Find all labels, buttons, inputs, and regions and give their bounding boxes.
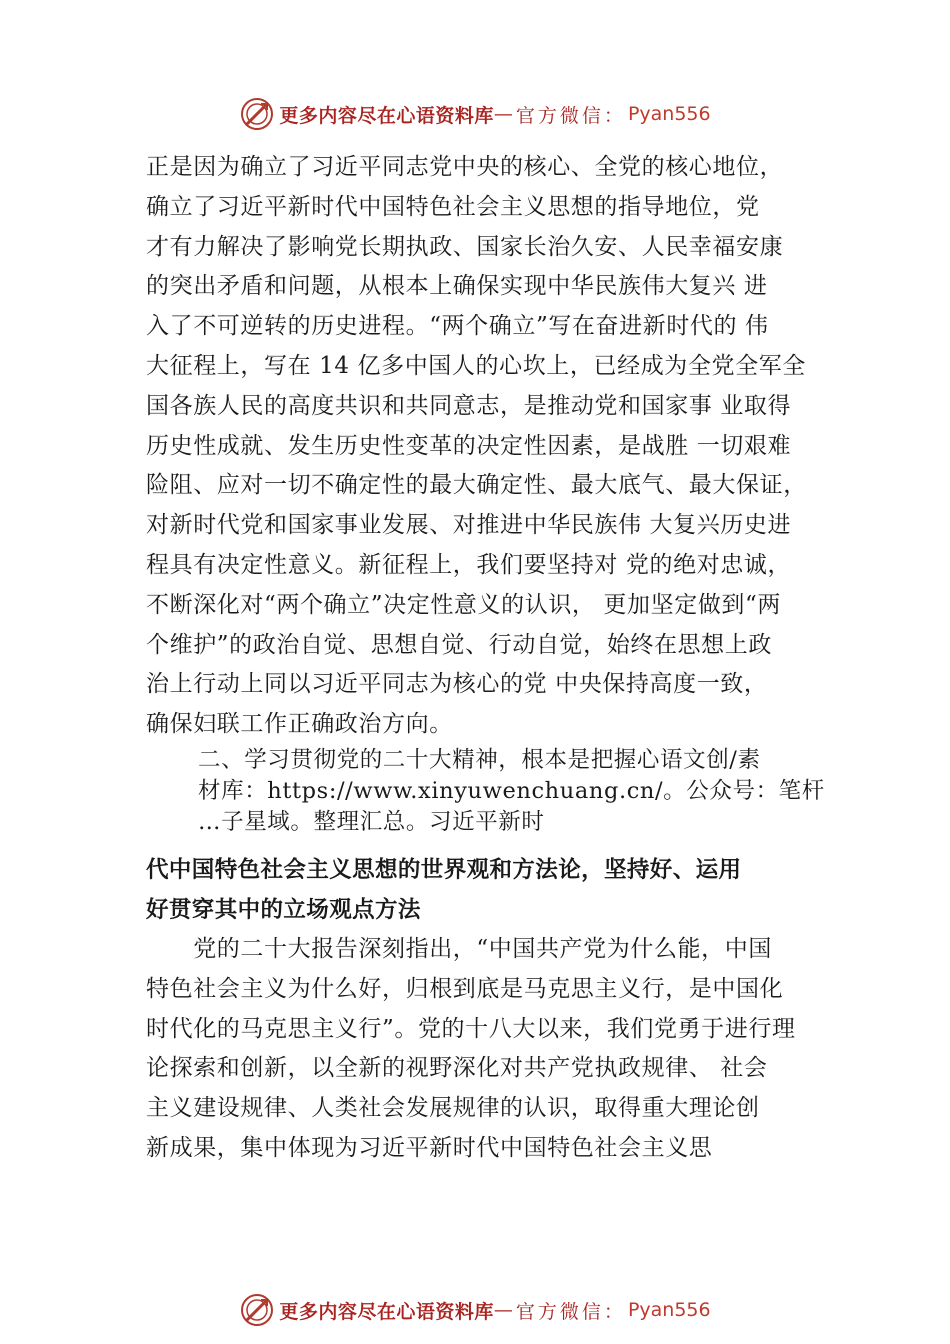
header-brand-text: 更多内容尽在心语资料库 (279, 104, 494, 127)
paragraph-line: 确立了习近平新时代中国特色社会主义思想的指导地位，党 (146, 193, 760, 220)
header-banner (0, 92, 950, 136)
paragraph-line: 的突出矛盾和问题，从根本上确保实现中华民族伟大复兴 进 (146, 273, 768, 300)
paragraph-line: 历史性成就、发生历史性变革的决定性因素，是战胜 一切艰难 (146, 432, 792, 459)
paragraph-line: 党的二十大报告深刻指出，“中国共产党为什么能，中国 (146, 935, 772, 962)
paragraph-line: 才有力解决了影响党长期执政、国家长治久安、人民幸福安康 (146, 233, 784, 260)
paragraph-line: 对新时代党和国家事业发展、对推进中华民族伟 大复兴历史进 (146, 512, 792, 539)
footer-dash: — (493, 1299, 516, 1321)
paragraph-line: 个维护”的政治自觉、思想自觉、行动自觉，始终在思想上政 (146, 631, 772, 658)
paragraph-1 (146, 148, 836, 745)
header-wechat-label: 官方微信： (515, 104, 626, 127)
paragraph-line: 正是因为确立了习近平同志党中央的核心、全党的核心地位， (146, 154, 784, 180)
paragraph-line: 不断深化对“两个确立”决定性意义的认识， 更加坚定做到“两 (146, 591, 781, 618)
section-intro-url-line: 材库：https://www.xinyuwenchuang.cn/。公众号：笔杆 (198, 777, 825, 804)
paragraph-line: 确保妇联工作正确政治方向。 (146, 711, 453, 738)
header-banner-content (239, 96, 710, 132)
paragraph-line: 特色社会主义为什么好，归根到底是马克思主义行，是中国化 (146, 975, 784, 1002)
paragraph-line: 入了不可逆转的历史进程。“两个确立”写在奋进新时代的 伟 (146, 313, 769, 340)
section-2-intro (146, 745, 836, 838)
section-intro-line: …子星域。整理汇总。习近平新时 (198, 808, 545, 835)
section-heading-line: 代中国特色社会主义思想的世界观和方法论，坚持好、运用 (146, 856, 742, 883)
header-wechat-id: Pyan556 (627, 103, 711, 125)
document-body (146, 148, 836, 1169)
brand-logo-icon (239, 96, 275, 132)
paragraph-line: 程具有决定性意义。新征程上，我们要坚持对 党的绝对忠诚， (146, 551, 792, 578)
paragraph-line: 国各族人民的高度共识和共同意志，是推动党和国家事 业取得 (146, 392, 792, 419)
paragraph-line: 险阻、应对一切不确定性的最大确定性、最大底气、最大保证， (146, 472, 807, 499)
section-intro-line: 二、学习贯彻党的二十大精神，根本是把握心语文创/素 (198, 746, 761, 773)
paragraph-line: 新成果，集中体现为习近平新时代中国特色社会主义思 (146, 1134, 713, 1161)
footer-banner (0, 1288, 950, 1332)
paragraph-line: 主义建设规律、人类社会发展规律的认识，取得重大理论创 (146, 1095, 760, 1122)
header-dash: — (493, 103, 516, 125)
brand-logo-icon (239, 1292, 275, 1328)
paragraph-line: 论探索和创新，以全新的视野深化对共产党执政规律、 社会 (146, 1055, 768, 1082)
footer-brand-text: 更多内容尽在心语资料库 (279, 1300, 494, 1323)
section-2-heading (146, 850, 836, 930)
paragraph-line: 时代化的马克思主义行”。党的十八大以来，我们党勇于进行理 (146, 1015, 796, 1042)
section-heading-line: 好贯穿其中的立场观点方法 (146, 896, 421, 923)
footer-wechat-id: Pyan556 (627, 1299, 711, 1321)
paragraph-line: 大征程上，写在 14 亿多中国人的心坎上，已经成为全党全军全 (146, 352, 806, 379)
paragraph-line: 治上行动上同以习近平同志为核心的党 中央保持高度一致， (146, 671, 768, 698)
footer-banner-content (239, 1292, 710, 1328)
paragraph-2 (146, 930, 836, 1169)
footer-wechat-label: 官方微信： (515, 1300, 626, 1323)
